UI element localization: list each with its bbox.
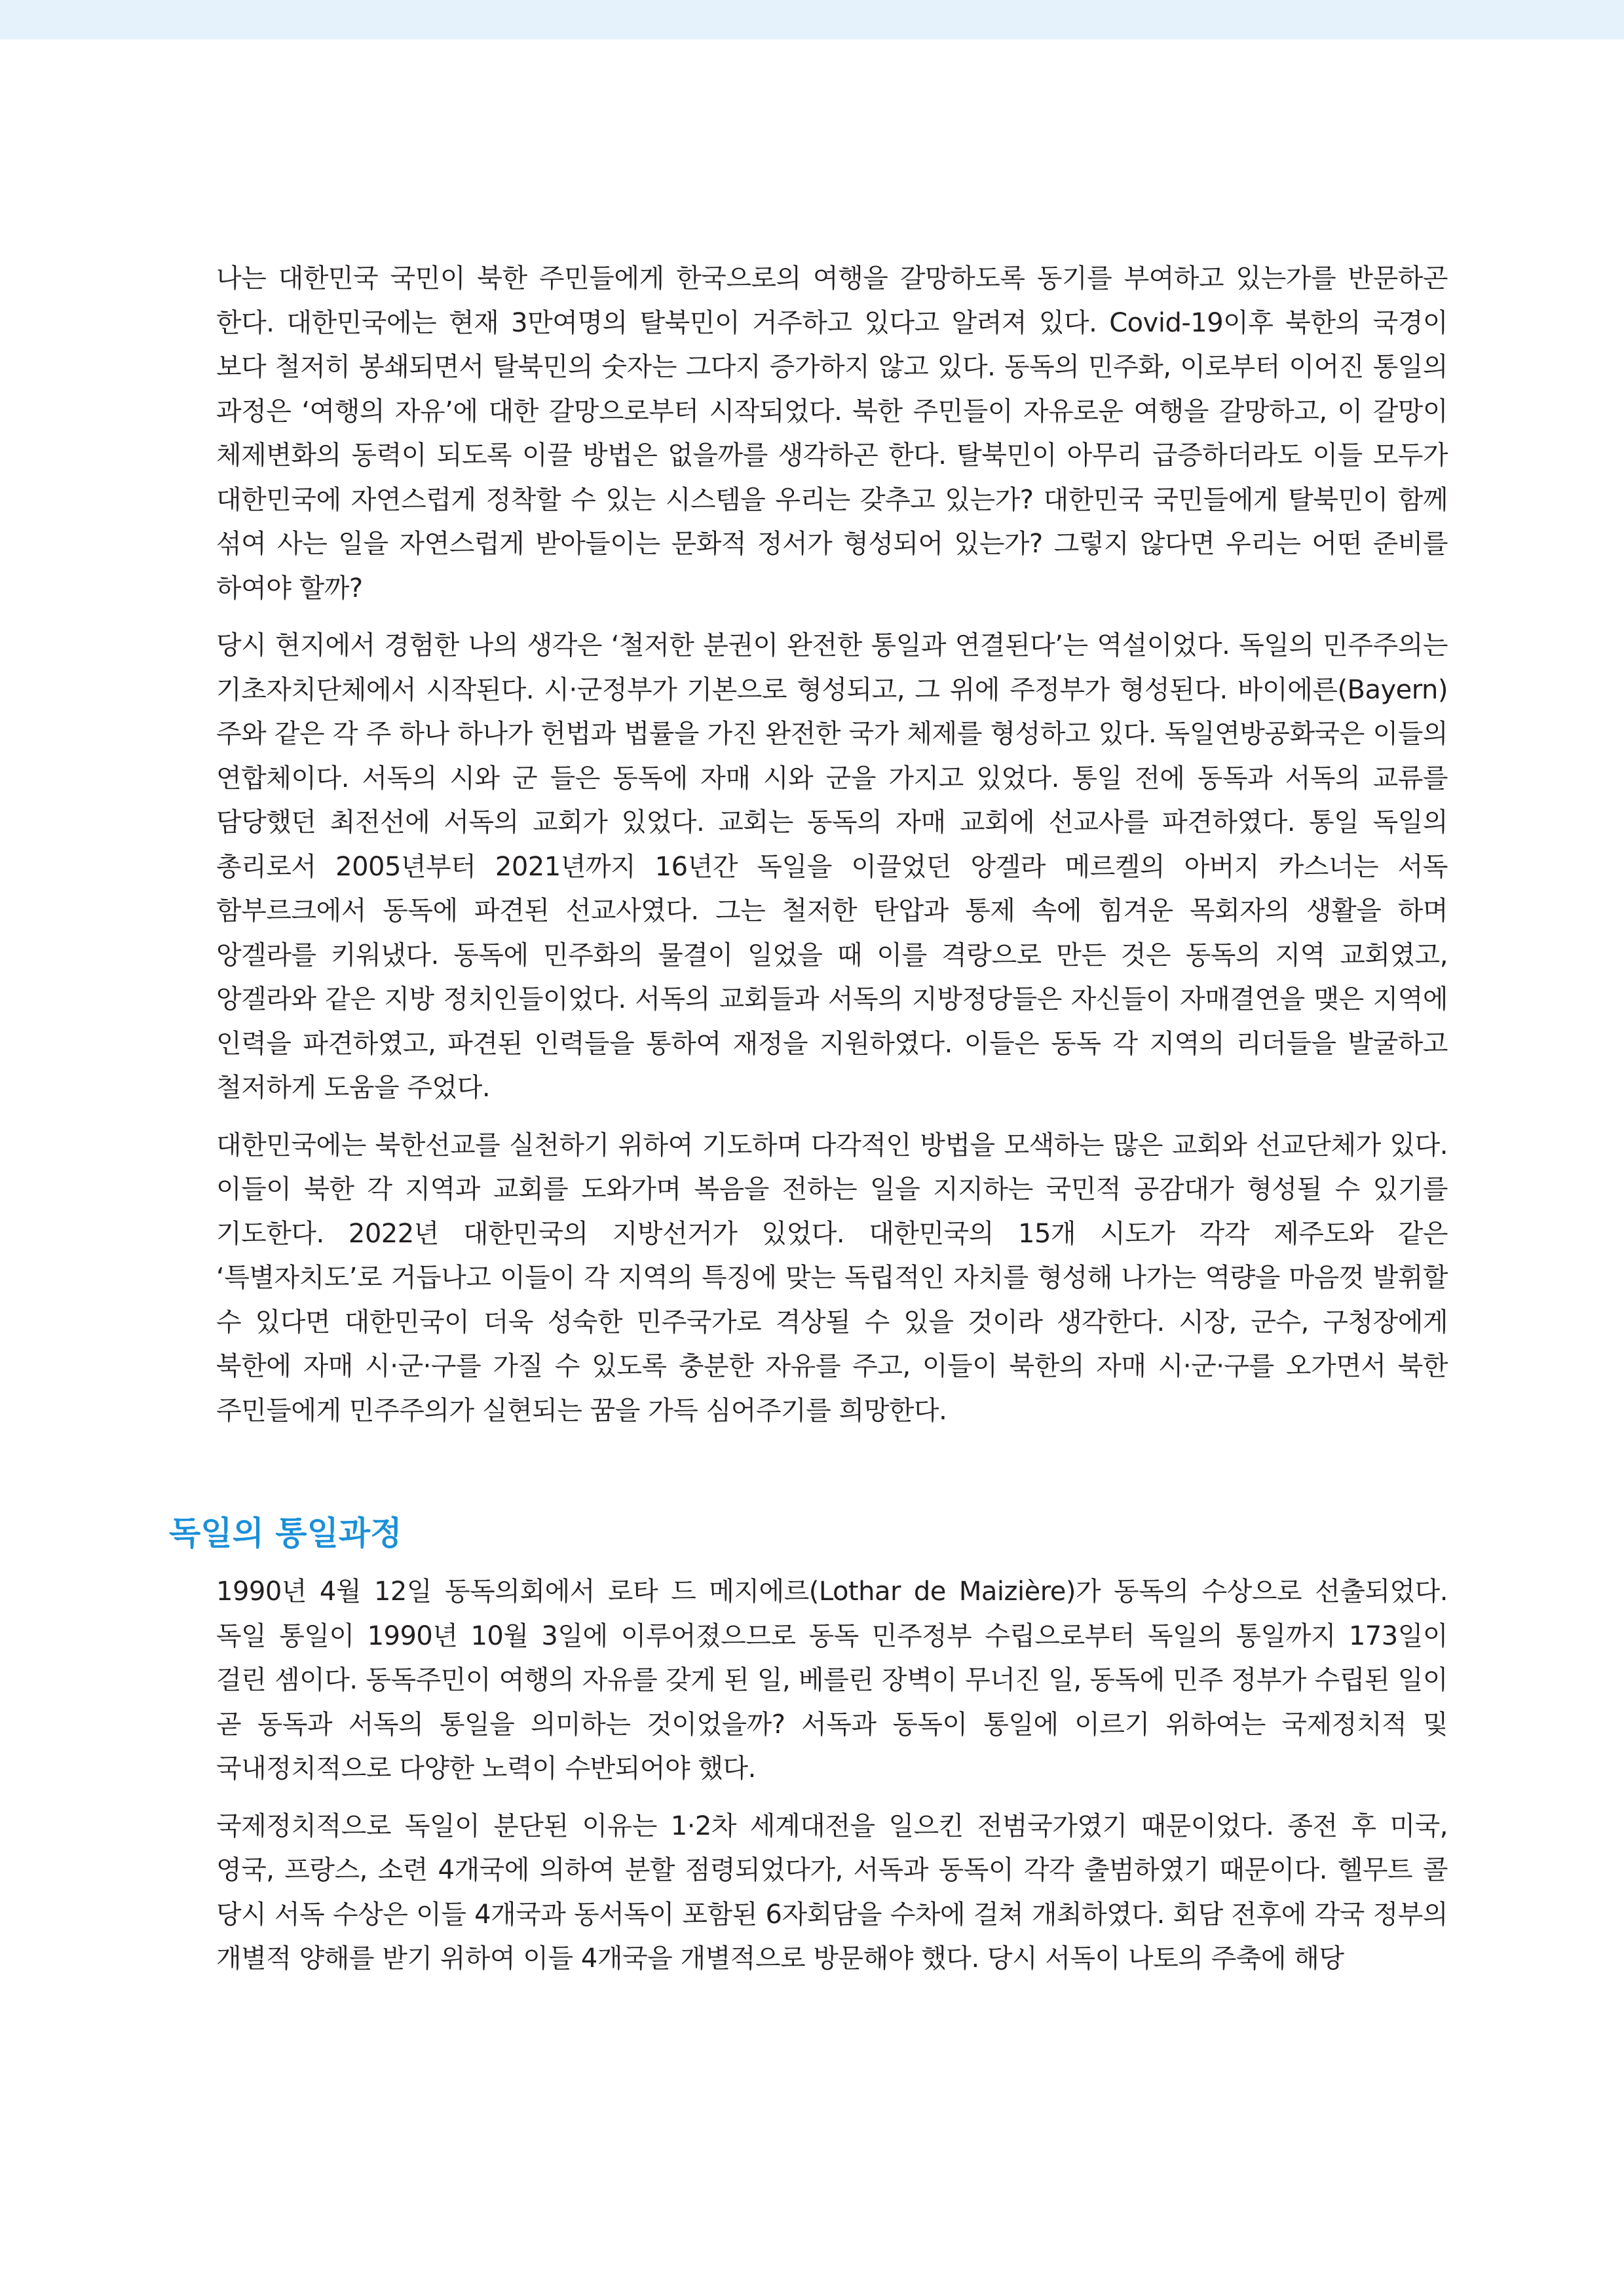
section-heading: 독일의 통일과정 xyxy=(169,1514,402,1552)
body-text-top xyxy=(216,257,1448,1446)
paragraph-1: 나는 대한민국 국민이 북한 주민들에게 한국으로의 여행을 갈망하도록 동기를 부여하고 있는가를 반문하곤 한다. 대한민국에는 현재 3만여명의 탈북민이 거주하고 있다고 알려져 있다. Covid-19이후 북한의 국경이 보다 철저히 봉쇄되면서 탈북민의 숫자는 그다지 증가하지 않고 있다. 동독의 민주화, 이로부터 이어진 통일의 과정은 ‘여행의 자유’에 대한 갈망으로부터 시작되었다. 북한 주민들이 자유로운 여행을 갈망하고, 이 갈망이 체제변화의 동력이 되도록 이끌 방법은 없을까를 생각하곤 한다. 탈북민이 아무리 급증하더라도 이들 모두가 대한민국에 자연스럽게 정착할 수 있는 시스템을 우리는 갖추고 있는가? 대한민국 국민들에게 탈북민이 함께 섞여 사는 일을 자연스럽게 받아들이는 문화적 정서가 형성되어 있는가? 그렇지 않다면 우리는 어떤 준비를 하여야 할까? xyxy=(216,263,1448,603)
section-paragraph-1: 1990년 4월 12일 동독의회에서 로타 드 메지에르(Lothar de Maizière)가 동독의 수상으로 선출되었다. 독일 통일이 1990년 10월 3일에 이루어졌으므로 동독 민주정부 수립으로부터 독일의 통일까지 173일이 걸린 셈이다. 동독주민이 여행의 자유를 갖게 된 일, 베를린 장벽이 무너진 일, 동독에 민주 정부가 수립된 일이 곧 동독과 서독의 통일을 의미하는 것이었을까? 서독과 동독이 통일에 이르기 위하여는 국제정치적 및 국내정치적으로 다양한 노력이 수반되어야 했다. xyxy=(216,1577,1448,1784)
paragraph-3: 대한민국에는 북한선교를 실천하기 위하여 기도하며 다각적인 방법을 모색하는 많은 교회와 선교단체가 있다. 이들이 북한 각 지역과 교회를 도와가며 복음을 전하는 일을 지지하는 국민적 공감대가 형성될 수 있기를 기도한다. 2022년 대한민국의 지방선거가 있었다. 대한민국의 15개 시도가 각각 제주도와 같은 ‘특별자치도’로 거듭나고 이들이 각 지역의 특징에 맞는 독립적인 자치를 형성해 나가는 역량을 마음껏 발휘할 수 있다면 대한민국이 더욱 성숙한 민주국가로 격상될 수 있을 것이라 생각한다. 시장, 군수, 구청장에게 북한에 자매 시·군·구를 가질 수 있도록 충분한 자유를 주고, 이들이 북한의 자매 시·군·구를 오가면서 북한 주민들에게 민주주의가 실현되는 꿈을 가득 심어주기를 희망한다. xyxy=(216,1130,1448,1426)
top-color-band xyxy=(0,0,1624,39)
section-paragraph-2: 국제정치적으로 독일이 분단된 이유는 1·2차 세계대전을 일으킨 전범국가였기 때문이었다. 종전 후 미국, 영국, 프랑스, 소련 4개국에 의하여 분할 점령되었다가, 서독과 동독이 각각 출범하였기 때문이다. 헬무트 콜 당시 서독 수상은 이들 4개국과 동서독이 포함된 6자회담을 수차에 걸쳐 개최하였다. 회담 전후에 각국 정부의 개별적 양해를 받기 위하여 이들 4개국을 개별적으로 방문해야 했다. 당시 서독이 나토의 주축에 해당 xyxy=(216,1810,1448,1974)
paragraph-2: 당시 현지에서 경험한 나의 생각은 ‘철저한 분권이 완전한 통일과 연결된다’는 역설이었다. 독일의 민주주의는 기초자치단체에서 시작된다. 시·군정부가 기본으로 형성되고, 그 위에 주정부가 형성된다. 바이에른(Bayern)주와 같은 각 주 하나 하나가 헌법과 법률을 가진 완전한 국가 체제를 형성하고 있다. 독일연방공화국은 이들의 연합체이다. 서독의 시와 군 들은 동독에 자매 시와 군을 가지고 있었다. 통일 전에 동독과 서독의 교류를 담당했던 최전선에 서독의 교회가 있었다. 교회는 동독의 자매 교회에 선교사를 파견하였다. 통일 독일의 총리로서 2005년부터 2021년까지 16년간 독일을 이끌었던 앙겔라 메르켈의 아버지 카스너는 서독 함부르크에서 동독에 파견된 선교사였다. 그는 철저한 탄압과 통제 속에 힘겨운 목회자의 생활을 하며 앙겔라를 키워냈다. 동독에 민주화의 물결이 일었을 때 이를 격랑으로 만든 것은 동독의 지역 교회였고, 앙겔라와 같은 지방 정치인들이었다. 서독의 교회들과 서독의 지방정당들은 자신들이 자매결연을 맺은 지역에 인력을 파견하였고, 파견된 인력들을 통하여 재정을 지원하였다. 이들은 동독 각 지역의 리더들을 발굴하고 철저하게 도움을 주었다. xyxy=(216,630,1448,1103)
body-text-section xyxy=(216,1570,1448,1995)
